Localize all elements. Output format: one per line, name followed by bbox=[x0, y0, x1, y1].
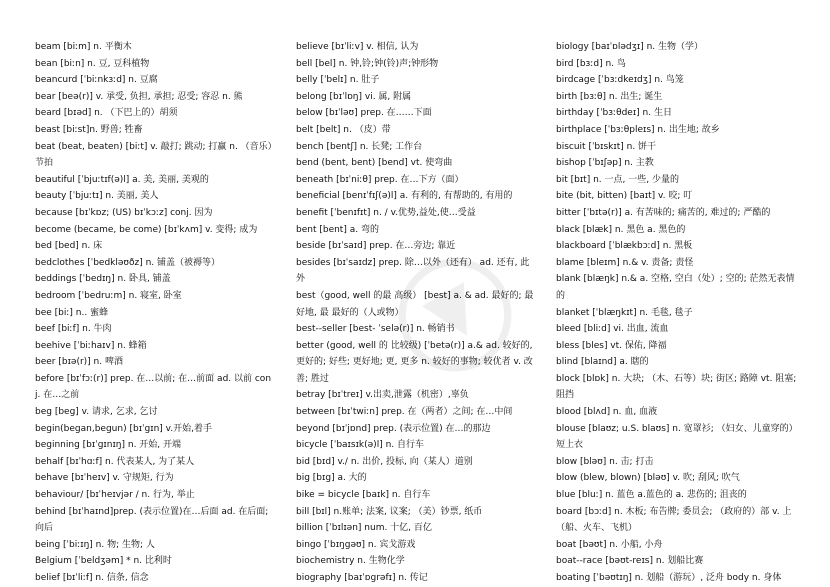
vocab-entry: beneficial [benɪˈfɪʃ(ə)l] a. 有利的, 有帮助的, 有用的 bbox=[296, 191, 513, 202]
vocab-entry: birthday [ˈbɜːθdeɪ] n. 生日 bbox=[556, 108, 672, 119]
vocab-entry: being [ˈbiːɪŋ] n. 物; 生物; 人 bbox=[35, 539, 155, 550]
vocab-entry: board [bɔːd] n. 木板; 布告牌; 委员会; （政府的）部 v. 上（船、火车、飞机） bbox=[556, 506, 792, 534]
vocab-entry: behalf [bɪˈhɑːf] n. 代表某人, 为了某人 bbox=[35, 456, 195, 467]
vocab-entry: beer [bɪə(r)] n. 啤酒 bbox=[35, 357, 123, 368]
vocab-entry: bingo [ˈbɪŋgəʊ] n. 宾戈游戏 bbox=[296, 539, 416, 550]
vocab-entry: beautiful [ˈbjuːtɪf(ə)l] a. 美, 美丽, 美观的 bbox=[35, 174, 209, 185]
vocab-entry: beginning [bɪˈgɪnɪŋ] n. 开始, 开端 bbox=[35, 440, 182, 451]
vocab-entry: birthplace [ˈbɜːθpleɪs] n. 出生地; 故乡 bbox=[556, 124, 720, 135]
vocab-entry: block [blɒk] n. 大块; （木、石等）块; 街区; 路障 vt. 阻塞; 阻挡 bbox=[556, 373, 797, 401]
vocab-entry: bless [bles] vt. 保佑, 降福 bbox=[556, 340, 667, 351]
vocab-entry: best（good, well 的最 高级） [best] a. & ad. 最好的; 最好地, 最 最好的（人或物） bbox=[296, 290, 534, 318]
vocab-entry: begin(began,begun) [bɪˈgɪn] v.开始,着手 bbox=[35, 423, 212, 434]
vocab-entry: beg [beg] v. 请求, 乞求, 乞讨 bbox=[35, 407, 158, 418]
vocab-entry: bishop [ˈbɪʃəp] n. 主教 bbox=[556, 158, 654, 169]
vocab-entry: bid [bɪd] v./ n. 出价, 投标, 向（某人）道别 bbox=[296, 456, 473, 467]
vocab-entry: behaviour/ [bɪˈheɪvjər / n. 行为, 举止 bbox=[35, 490, 195, 501]
vocab-entry: become (became, be come) [bɪˈkʌm] v. 变得; 成为 bbox=[35, 224, 258, 235]
vocab-entry: bike = bicycle [baɪk] n. 自行车 bbox=[296, 490, 431, 501]
vocab-entry: blow (blew, blown) [bləʊ] v. 吹; 刮风; 吹气 bbox=[556, 473, 740, 484]
vocab-entry: bent [bent] a. 弯的 bbox=[296, 224, 379, 235]
vocab-entry: bedclothes [ˈbedkləʊðz] n. 铺盖（被褥等） bbox=[35, 257, 221, 268]
vocab-entry: bedroom [ˈbedruːm] n. 寝室, 卧室 bbox=[35, 290, 182, 301]
vocab-entry: blanket [ˈblæŋkɪt] n. 毛毯, 毯子 bbox=[556, 307, 693, 318]
vocab-entry: beard [bɪəd] n. （下巴上的）胡须 bbox=[35, 108, 178, 119]
vocab-entry: beside [bɪˈsaɪd] prep. 在…旁边; 靠近 bbox=[296, 241, 456, 252]
vocab-entry: blank [blæŋk] n.& a. 空格, 空白（处）; 空的; 茫然无表情的 bbox=[556, 274, 795, 301]
vocab-entry: beast [biːst]n. 野兽; 牲畜 bbox=[35, 124, 143, 135]
vocab-entry: beneath [bɪˈniːθ] prep. 在…下方（面） bbox=[296, 174, 464, 185]
vocab-entry: bicycle [ˈbaɪsɪk(ə)l] n. 自行车 bbox=[296, 440, 424, 451]
vocab-entry: belief [bɪˈliːf] n. 信条, 信念 bbox=[35, 573, 149, 583]
vocab-entry: biography [baɪˈɒgrəfɪ] n. 传记 bbox=[296, 573, 428, 583]
vocab-entry: blue [bluː] n. 蓝色 a.蓝色的 a. 悲伤的; 沮丧的 bbox=[556, 490, 747, 501]
vocab-entry: blouse [blaʊz; u.S. blaʊs] n. 宽罩衫; （妇女、儿童穿的）短上衣 bbox=[556, 423, 798, 451]
vocab-entry: biochemistry n. 生物化学 bbox=[296, 556, 405, 567]
vocab-entry: beef [biːf] n. 牛肉 bbox=[35, 324, 112, 335]
vocab-entry: blind [blaɪnd] a. 瞎的 bbox=[556, 357, 649, 368]
vocab-entry: biscuit [ˈbɪskɪt] n. 饼干 bbox=[556, 141, 657, 152]
vocab-entry: beddings [ˈbedɪŋ] n. 卧具, 铺盖 bbox=[35, 274, 171, 285]
vocab-entry: best--seller [best- ˈselə(r)] n. 畅销书 bbox=[296, 324, 455, 335]
vocab-entry: beam [biːm] n. 平衡木 bbox=[35, 42, 132, 52]
vocab-entry: bell [bel] n. 钟,铃;钟(铃)声;钟形物 bbox=[296, 58, 439, 69]
vocab-entry: blame [bleɪm] n.& v. 责备; 责怪 bbox=[556, 257, 694, 268]
vocab-entry: belly [ˈbelɪ] n. 肚子 bbox=[296, 75, 380, 86]
vocab-entry: below [bɪˈləʊ] prep. 在……下面 bbox=[296, 108, 432, 119]
vocab-entry: belt [belt] n. （皮）带 bbox=[296, 124, 391, 135]
vocab-entry: beancurd [ˈbiːnkɜːd] n. 豆腐 bbox=[35, 75, 158, 86]
vocab-entry: big [bɪg] a. 大的 bbox=[296, 473, 367, 484]
vocab-entry: believe [bɪˈliːv] v. 相信, 认为 bbox=[296, 42, 419, 52]
vocab-entry: bill [bɪl] n.账单; 法案, 议案; （美）钞票, 纸币 bbox=[296, 506, 483, 517]
vocab-entry: birdcage [ˈbɜːdkeɪdʒ] n. 鸟笼 bbox=[556, 75, 684, 86]
vocab-entry: boat--race [bəʊt-reɪs] n. 划船比赛 bbox=[556, 556, 704, 567]
vocab-entry: billion [ˈbɪlɪən] num. 十亿, 百亿 bbox=[296, 523, 432, 534]
vocab-entry: beat (beat, beaten) [biːt] v. 敲打; 跳动; 打赢 n. （音乐）节拍 bbox=[35, 141, 273, 169]
vocab-entry: better (good, well 的 比较级) [ˈbetə(r)] a.& ad. 较好的, 更好的; 好些; 更好地; 更, 更多 n. 较好的事物; 较优者 v. 改善; 胜过 bbox=[296, 340, 533, 384]
vocab-entry: bench [bentʃ] n. 长凳; 工作台 bbox=[296, 141, 423, 152]
vocab-entry: blood [blʌd] n. 血, 血液 bbox=[556, 407, 658, 418]
vocab-entry: black [blæk] n. 黑色 a. 黑色的 bbox=[556, 224, 686, 235]
vocab-entry: bend (bent, bent) [bend] vt. 使弯曲 bbox=[296, 158, 453, 169]
vocab-entry: biology [baɪˈɒlədʒɪ] n. 生物（学） bbox=[556, 42, 703, 52]
vocab-entry: beauty [ˈbjuːtɪ] n. 美丽, 美人 bbox=[35, 191, 159, 202]
vocab-entry: blow [bləʊ] n. 击; 打击 bbox=[556, 456, 654, 467]
vocab-entry: beyond [bɪˈjɒnd] prep. (表示位置) 在…的那边 bbox=[296, 423, 491, 434]
vocab-entry: bee [biː] n.. 蜜蜂 bbox=[35, 307, 109, 318]
vocab-entry: beehive [ˈbiːhaɪv] n. 蜂箱 bbox=[35, 340, 147, 351]
vocab-entry: birth [bɜːθ] n. 出生; 诞生 bbox=[556, 91, 663, 102]
vocab-entry: bed [bed] n. 床 bbox=[35, 241, 103, 252]
vocab-entry: besides [bɪˈsaɪdz] prep. 除…以外（还有） ad. 还有, 此外 bbox=[296, 257, 530, 285]
vocab-entry: boating [ˈbəʊtɪŋ] n. 划船（游玩）, 泛舟 body n. 身体 bbox=[556, 573, 782, 583]
vocab-entry: blackboard [ˈblækbɔːd] n. 黑板 bbox=[556, 241, 693, 252]
vocab-entry: bite (bit, bitten) [baɪt] v. 咬; 叮 bbox=[556, 191, 693, 202]
vocab-entry: between [bɪˈtwiːn] prep. 在（两者）之间; 在…中间 bbox=[296, 407, 513, 418]
column-left bbox=[35, 39, 275, 587]
vocab-entry: Belgium [ˈbeldʒəm] * n. 比利时 bbox=[35, 556, 172, 567]
vocab-entry: bit [bɪt] n. 一点, 一些, 少量的 bbox=[556, 174, 679, 185]
vocab-entry: because [bɪˈkɒz; (US) bɪˈkɔːz] conj. 因为 bbox=[35, 207, 213, 218]
column-right bbox=[556, 39, 800, 587]
vocab-entry: benefit [ˈbenɪfɪt] n. / v.优势,益处,使…受益 bbox=[296, 207, 476, 218]
vocab-entry: bleed [bliːd] vi. 出血, 流血 bbox=[556, 324, 669, 335]
vocab-entry: bean [biːn] n. 豆, 豆科植物 bbox=[35, 58, 150, 69]
vocab-entry: behind [bɪˈhaɪnd]prep. (表示位置)在…后面 ad. 在后面; 向后 bbox=[35, 506, 269, 534]
vocab-entry: behave [bɪˈheɪv] v. 守规矩, 行为 bbox=[35, 473, 174, 484]
vocab-entry: betray [bɪˈtreɪ] v.出卖,泄露（机密）,辜负 bbox=[296, 390, 469, 401]
vocab-entry: bitter [ˈbɪtə(r)] a. 有苦味的; 痛苦的, 难过的; 严酷的 bbox=[556, 207, 771, 218]
vocab-entry: bear [beə(r)] v. 承受, 负担, 承担; 忍受; 容忍 n. 熊 bbox=[35, 91, 243, 102]
vocab-entry: belong [bɪˈlɒŋ] vi. 属, 附属 bbox=[296, 91, 412, 102]
vocab-entry: boat [bəʊt] n. 小船, 小舟 bbox=[556, 539, 663, 550]
vocab-entry: before [bɪˈfɔː(r)] prep. 在…以前; 在…前面 ad. 以前 conj. 在…之前 bbox=[35, 373, 272, 401]
vocab-entry: bird [bɜːd] n. 鸟 bbox=[556, 58, 626, 69]
